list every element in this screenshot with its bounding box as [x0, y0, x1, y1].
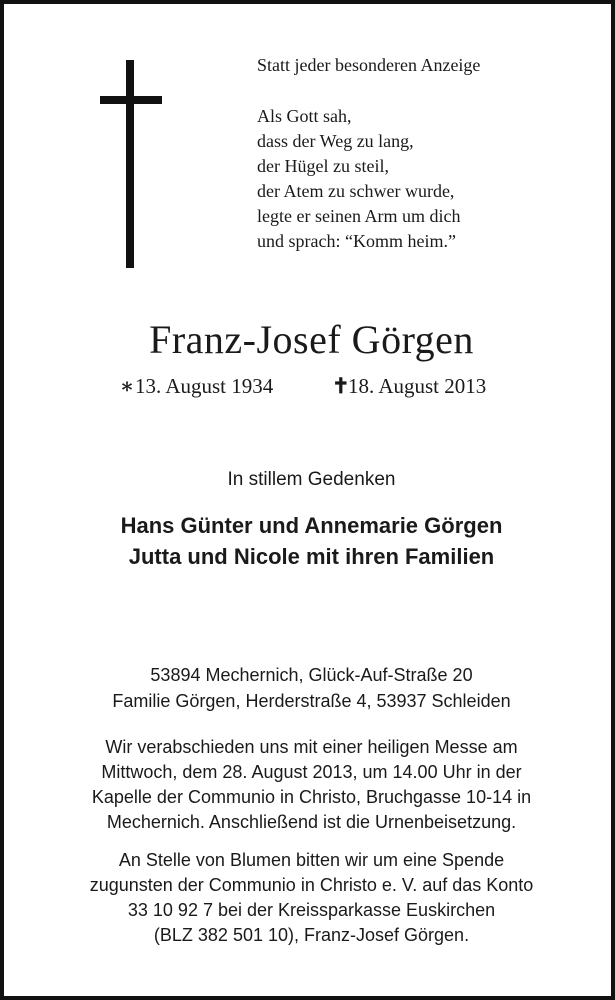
intro-line: Statt jeder besonderen Anzeige [257, 55, 481, 75]
service-line: Wir verabschieden uns mit einer heiligen Messe am [105, 737, 518, 757]
mourners [4, 510, 615, 572]
mourner-line: Hans Günter und Annemarie Görgen [120, 513, 503, 538]
death-date-text: 18. August 2013 [348, 374, 487, 398]
donation-line: An Stelle von Blumen bitten wir um eine Spende [118, 850, 505, 870]
cross-icon [100, 60, 162, 268]
deceased-name: Franz-Josef Görgen [149, 317, 474, 362]
address-line: Familie Görgen, Herderstraße 4, 53937 Schleiden [112, 691, 511, 711]
birth-date-text: 13. August 1934 [135, 374, 274, 398]
address-line: 53894 Mechernich, Glück-Auf-Straße 20 [150, 665, 473, 685]
poem [257, 104, 460, 254]
donation-info [4, 848, 615, 948]
mourner-line: Jutta und Nicole mit ihren Familien [128, 544, 495, 569]
poem-line: Als Gott sah, [257, 106, 352, 126]
birth-star-icon: ∗ [119, 374, 135, 398]
memory-line: In stillem Gedenken [227, 469, 396, 490]
death-cross-icon: ✝ [332, 374, 350, 398]
addresses [4, 662, 615, 714]
death-date [332, 371, 486, 401]
donation-line: 33 10 92 7 bei der Kreissparkasse Euskirchen [127, 900, 496, 920]
service-info [4, 735, 615, 835]
birth-date [119, 371, 273, 401]
poem-line: und sprach: “Komm heim.” [257, 231, 456, 251]
poem-line: der Hügel zu steil, [257, 156, 389, 176]
poem-line: legte er seinen Arm um dich [257, 206, 461, 226]
service-line: Mechernich. Anschließend ist die Urnenbeisetzung. [106, 812, 517, 832]
service-line: Mittwoch, dem 28. August 2013, um 14.00 Uhr in der [101, 762, 522, 782]
poem-line: der Atem zu schwer wurde, [257, 181, 455, 201]
service-line: Kapelle der Communio in Christo, Bruchgasse 10-14 in [91, 787, 532, 807]
donation-line: (BLZ 382 501 10), Franz-Josef Görgen. [153, 925, 470, 945]
poem-line: dass der Weg zu lang, [257, 131, 414, 151]
donation-line: zugunsten der Communio in Christo e. V. auf das Konto [89, 875, 534, 895]
